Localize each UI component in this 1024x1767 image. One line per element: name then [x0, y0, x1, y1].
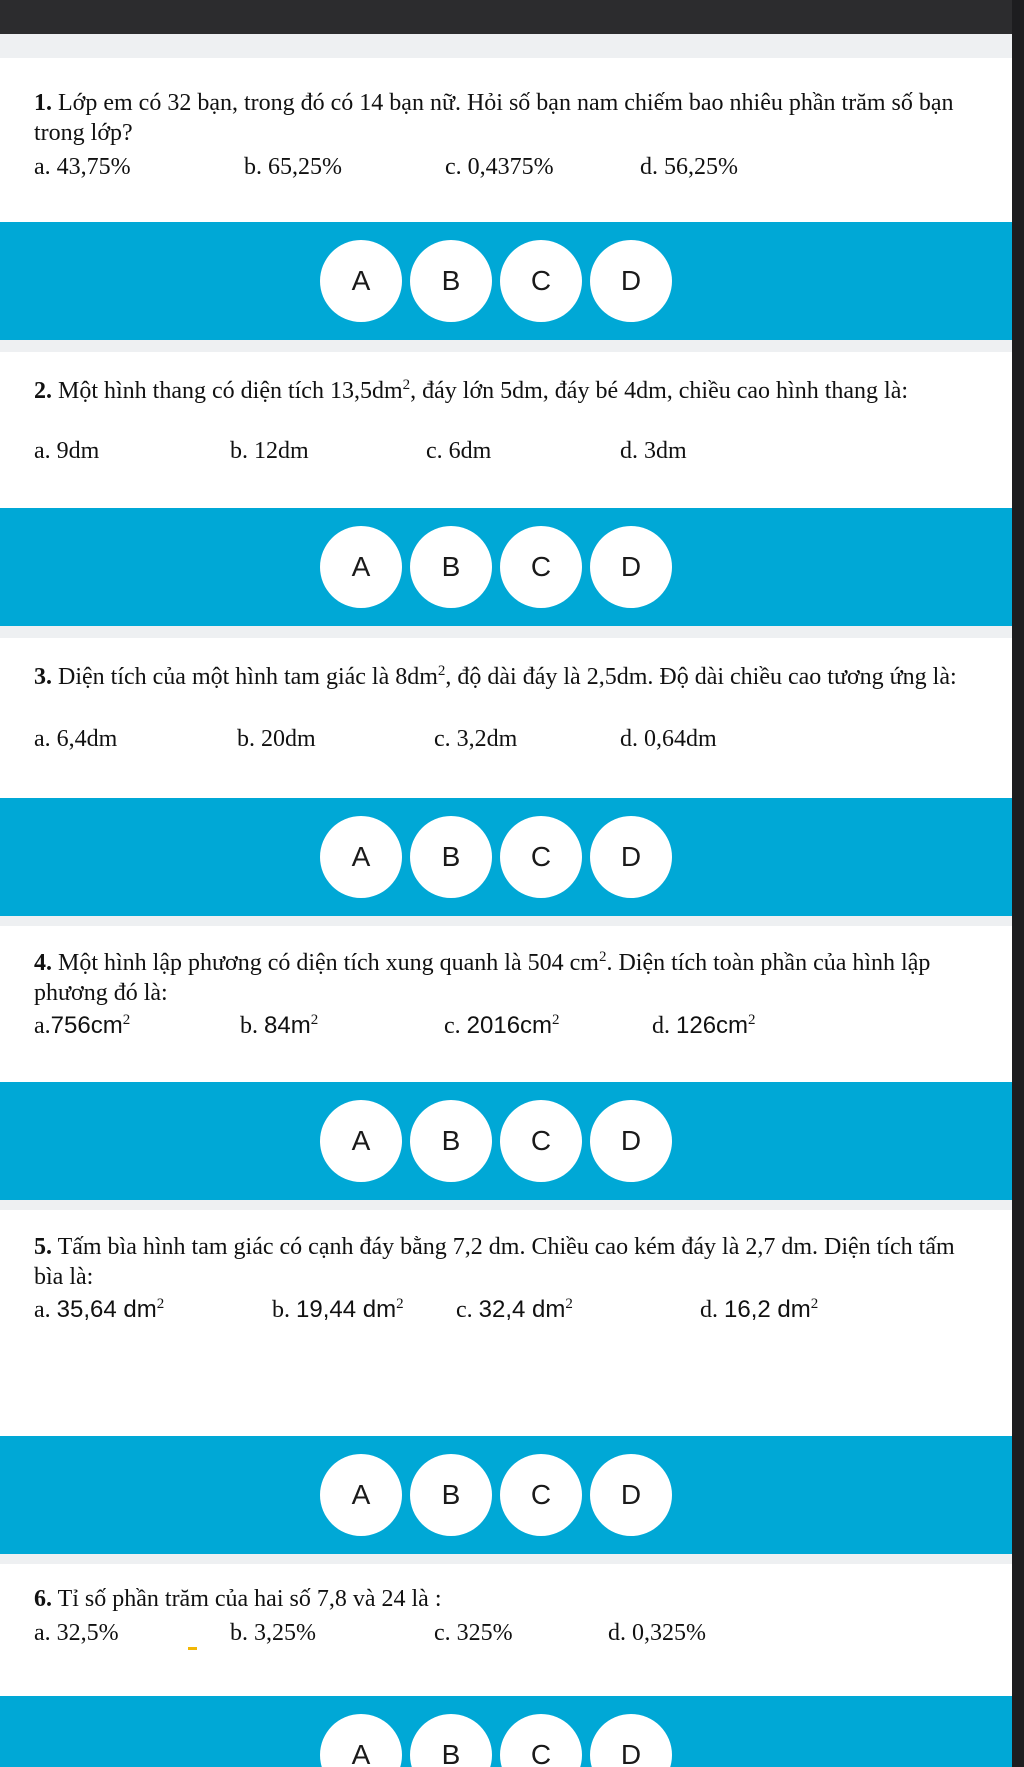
question-card-1	[0, 58, 1012, 222]
option-d: d. 0,64dm	[620, 726, 717, 752]
answer-d-button[interactable]: D	[590, 1100, 672, 1182]
answer-b-button[interactable]: B	[410, 1714, 492, 1767]
option-a-value: 35,64 dm	[56, 1296, 157, 1323]
option-b	[272, 1296, 404, 1324]
answer-c-button[interactable]: C	[500, 1100, 582, 1182]
option-a: a. 43,75%	[34, 154, 131, 180]
option-d-value: 126cm	[676, 1012, 749, 1039]
option-b	[240, 1012, 318, 1040]
option-a-value: 756cm	[50, 1012, 123, 1039]
option-a-prefix: a.	[34, 1297, 51, 1323]
superscript: 2	[810, 1296, 819, 1312]
superscript: 2	[437, 663, 446, 679]
highlight-mark	[188, 1647, 197, 1650]
question-text	[34, 1584, 976, 1614]
option-c-value: 32,4 dm	[478, 1296, 566, 1323]
answer-d-button[interactable]: D	[590, 526, 672, 608]
answer-bar-5	[0, 1436, 1012, 1554]
question-number: 4.	[34, 950, 52, 976]
option-a	[34, 1012, 130, 1040]
answer-b-button[interactable]: B	[410, 240, 492, 322]
superscript: 2	[565, 1296, 573, 1312]
option-c	[456, 1296, 573, 1324]
question-number: 6.	[34, 1586, 52, 1612]
question-body-start: Diện tích của một hình tam giác là 8dm	[58, 664, 438, 690]
option-c: c. 0,4375%	[445, 154, 554, 180]
option-d-value: 16,2 dm	[724, 1296, 811, 1323]
option-b-value: 19,44 dm	[296, 1296, 397, 1323]
option-b: b. 12dm	[230, 438, 309, 464]
answer-d-button[interactable]: D	[590, 1714, 672, 1767]
answer-a-button[interactable]: A	[320, 1714, 402, 1767]
question-body-start: Một hình lập phương có diện tích xung quanh là 504 cm	[58, 950, 599, 976]
option-d: d. 3dm	[620, 438, 687, 464]
answer-a-button[interactable]: A	[320, 816, 402, 898]
question-text	[34, 662, 976, 692]
question-number: 1.	[34, 90, 52, 116]
question-body: Tỉ số phần trăm của hai số 7,8 và 24 là :	[57, 1586, 442, 1612]
superscript: 2	[402, 377, 411, 393]
scrollbar[interactable]	[1012, 0, 1024, 1767]
option-b: b. 20dm	[237, 726, 316, 752]
answer-c-button[interactable]: C	[500, 240, 582, 322]
answer-c-button[interactable]: C	[500, 816, 582, 898]
question-card-6	[0, 1564, 1012, 1696]
question-text	[34, 88, 976, 148]
option-d-prefix: d.	[700, 1297, 718, 1323]
option-c-prefix: c.	[444, 1013, 461, 1039]
answer-bar-1	[0, 222, 1012, 340]
option-b: b. 65,25%	[244, 154, 342, 180]
superscript: 2	[396, 1296, 404, 1312]
superscript: 2	[122, 1012, 131, 1028]
answer-b-button[interactable]: B	[410, 1100, 492, 1182]
option-c: c. 3,2dm	[434, 726, 518, 752]
question-text	[34, 376, 976, 406]
option-c: c. 325%	[434, 1620, 513, 1646]
option-a	[34, 1296, 164, 1324]
question-body: Tấm bìa hình tam giác có cạnh đáy bằng 7,2 dm. Chiều cao kém đáy là 2,7 dm. Diện tích tấm bìa là:	[34, 1234, 955, 1290]
question-body-start: Một hình thang có diện tích 13,5dm	[58, 378, 403, 404]
superscript: 2	[310, 1012, 319, 1028]
answer-c-button[interactable]: C	[500, 526, 582, 608]
answer-c-button[interactable]: C	[500, 1454, 582, 1536]
question-body-end: , độ dài đáy là 2,5dm. Độ dài chiều cao tương ứng là:	[445, 664, 957, 690]
answer-a-button[interactable]: A	[320, 1454, 402, 1536]
question-number: 5.	[34, 1234, 52, 1260]
answer-d-button[interactable]: D	[590, 1454, 672, 1536]
superscript: 2	[598, 949, 607, 965]
option-c-prefix: c.	[456, 1297, 473, 1323]
option-b: b. 3,25%	[230, 1620, 316, 1646]
answer-bar-2	[0, 508, 1012, 626]
superscript: 2	[156, 1296, 165, 1312]
question-number: 2.	[34, 378, 52, 404]
superscript: 2	[748, 1012, 756, 1028]
answer-a-button[interactable]: A	[320, 240, 402, 322]
option-d	[652, 1012, 756, 1040]
question-number: 3.	[34, 664, 52, 690]
option-d	[700, 1296, 818, 1324]
option-c: c. 6dm	[426, 438, 492, 464]
question-text	[34, 948, 976, 1008]
question-card-3	[0, 638, 1012, 798]
answer-d-button[interactable]: D	[590, 240, 672, 322]
answer-a-button[interactable]: A	[320, 1100, 402, 1182]
superscript: 2	[552, 1012, 560, 1028]
option-b-value: 84m	[264, 1012, 311, 1039]
answer-bar-6	[0, 1696, 1012, 1767]
answer-bar-3	[0, 798, 1012, 916]
answer-bar-4	[0, 1082, 1012, 1200]
question-body-end: , đáy lớn 5dm, đáy bé 4dm, chiều cao hình thang là:	[410, 378, 909, 404]
top-bar	[0, 0, 1012, 34]
answer-d-button[interactable]: D	[590, 816, 672, 898]
question-text	[34, 1232, 976, 1292]
answer-b-button[interactable]: B	[410, 526, 492, 608]
question-card-4	[0, 926, 1012, 1082]
question-body: Lớp em có 32 bạn, trong đó có 14 bạn nữ. Hỏi số bạn nam chiếm bao nhiêu phần trăm số bạn trong lớp?	[34, 90, 954, 146]
option-a: a. 32,5%	[34, 1620, 119, 1646]
option-c	[444, 1012, 560, 1040]
option-a: a. 9dm	[34, 438, 100, 464]
option-a: a. 6,4dm	[34, 726, 118, 752]
option-c-value: 2016cm	[466, 1012, 553, 1039]
answer-c-button[interactable]: C	[500, 1714, 582, 1767]
question-card-5	[0, 1210, 1012, 1436]
answer-a-button[interactable]: A	[320, 526, 402, 608]
option-d: d. 56,25%	[640, 154, 738, 180]
option-d: d. 0,325%	[608, 1620, 706, 1646]
answer-b-button[interactable]: B	[410, 1454, 492, 1536]
option-d-prefix: d.	[652, 1013, 670, 1039]
question-card-2	[0, 352, 1012, 508]
option-b-prefix: b.	[272, 1297, 290, 1323]
option-a-prefix: a.	[34, 1013, 51, 1039]
answer-b-button[interactable]: B	[410, 816, 492, 898]
option-b-prefix: b.	[240, 1013, 258, 1039]
question-body-end: . Diện tích toàn phần của hình lập phương đó là:	[34, 950, 931, 1006]
